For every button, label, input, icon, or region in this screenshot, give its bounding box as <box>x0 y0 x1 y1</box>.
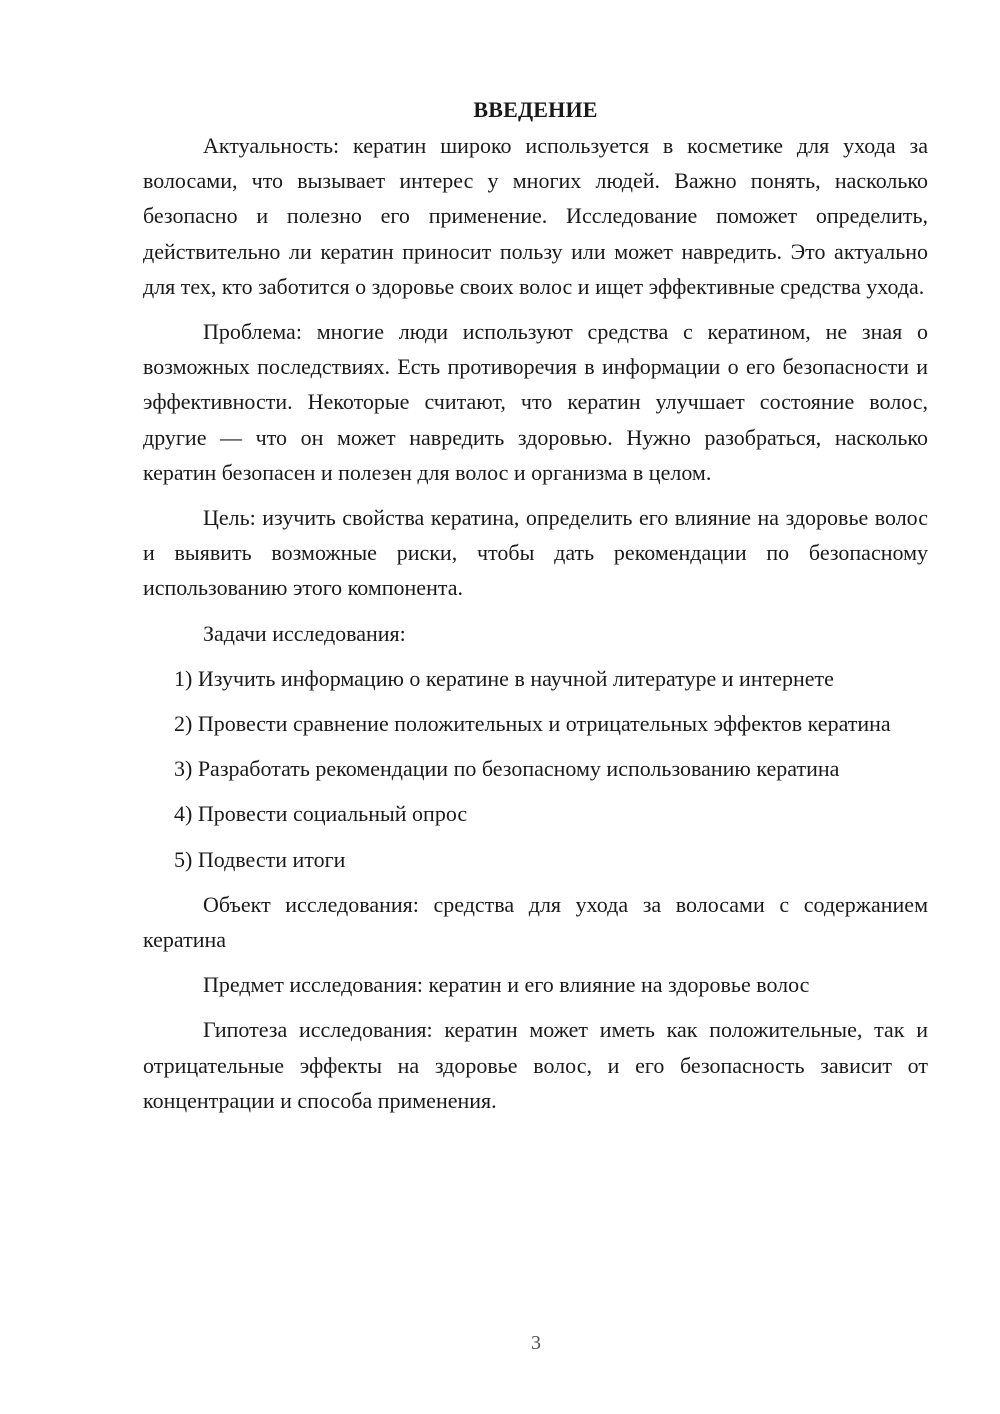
task-item-1: 1) Изучить информацию о кератине в научной литературе и интернете <box>174 665 834 691</box>
paragraph-goal: Цель: изучить свойства кератина, определить его влияние на здоровье волос и выявить возможные риски, чтобы дать рекомендации по безопасному использованию этого компонента. <box>143 505 928 601</box>
task-item-3: 3) Разработать рекомендации по безопасному использованию кератина <box>174 756 840 782</box>
task-item-5: 5) Подвести итоги <box>174 846 346 872</box>
task-item-2: 2) Провести сравнение положительных и отрицательных эффектов кератина <box>174 711 891 737</box>
task-item-4: 4) Провести социальный опрос <box>174 801 468 827</box>
document-page <box>143 94 928 1128</box>
paragraph-problem: Проблема: многие люди используют средства с кератином, не зная о возможных последствиях. Есть противоречия в информации о его безопасности и эффективности. Некоторые считают, что кератин улучшает состояние волос, другие — что он может навредить здоровью. Нужно разобраться, насколько кератин безопасен и полезен для волос и организма в целом. <box>143 319 928 485</box>
paragraph-subject: Предмет исследования: кератин и его влияние на здоровье волос <box>203 972 810 998</box>
paragraph-relevance: Актуальность: кератин широко используется в косметике для ухода за волосами, что вызывает интерес у многих людей. Важно понять, насколько безопасно и полезно его применение. Исследование поможет определить, действительно ли кератин приносит пользу или может навредить. Это актуально для тех, кто заботится о здоровье своих волос и ищет эффективные средства ухода. <box>143 133 928 299</box>
paragraph-tasks-heading: Задачи исследования: <box>203 620 406 646</box>
section-title: ВВЕДЕНИЕ <box>473 97 598 122</box>
paragraph-hypothesis: Гипотеза исследования: кератин может иметь как положительные, так и отрицательные эффекты на здоровье волос, и его безопасность зависит от концентрации и способа применения. <box>143 1017 928 1113</box>
page-number: 3 <box>531 1332 541 1354</box>
paragraph-object: Объект исследования: средства для ухода за волосами с содержанием кератина <box>143 891 928 953</box>
